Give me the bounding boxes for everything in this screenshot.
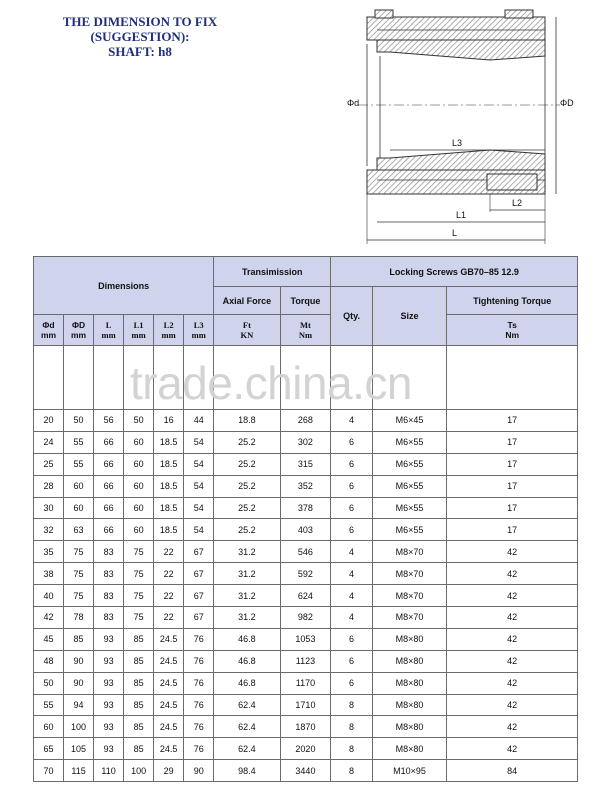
table-cell: 76 xyxy=(184,694,214,716)
table-cell: 6 xyxy=(331,431,372,453)
table-cell: 18.5 xyxy=(154,497,184,519)
table-cell: 1170 xyxy=(280,672,331,694)
table-cell: 22 xyxy=(154,541,184,563)
table-cell: 100 xyxy=(124,760,154,782)
table-cell: 8 xyxy=(331,716,372,738)
table-cell: 94 xyxy=(64,694,94,716)
table-cell: 4 xyxy=(331,607,372,629)
table-cell: 24.5 xyxy=(154,650,184,672)
table-row xyxy=(34,453,578,475)
table-cell: 110 xyxy=(94,760,124,782)
cross-section-drawing xyxy=(340,0,610,250)
table-cell: M6×55 xyxy=(372,519,447,541)
table-cell: 16 xyxy=(154,410,184,432)
table-cell: 352 xyxy=(280,475,331,497)
table-cell: 28 xyxy=(34,475,64,497)
unit-D xyxy=(64,315,94,346)
table-cell: 76 xyxy=(184,628,214,650)
table-cell: 60 xyxy=(124,519,154,541)
table-cell: 25 xyxy=(34,453,64,475)
table-cell: 83 xyxy=(94,563,124,585)
watermark: trade.china.cn xyxy=(130,357,412,409)
title-line-1: THE DIMENSION TO FIX xyxy=(62,14,218,29)
table-cell: 42 xyxy=(34,607,64,629)
table-cell: 20 xyxy=(34,410,64,432)
table-cell: 85 xyxy=(124,628,154,650)
table-cell: 60 xyxy=(124,497,154,519)
table-cell: 85 xyxy=(124,716,154,738)
unit-symbol: Ft xyxy=(242,320,251,330)
table-cell: 90 xyxy=(64,650,94,672)
table-row xyxy=(34,410,578,432)
table-cell: 624 xyxy=(280,585,331,607)
dim-L3 xyxy=(390,138,545,150)
header-locking-screws: Locking Screws GB70–85 12.9 xyxy=(331,257,578,287)
dim-L xyxy=(367,228,545,240)
table-row xyxy=(34,541,578,563)
unit-L1 xyxy=(124,315,154,346)
header-dimensions: Dimensions xyxy=(34,257,214,315)
table-cell: 17 xyxy=(447,497,578,519)
table-cell: 4 xyxy=(331,563,372,585)
outer-sleeve-top xyxy=(367,10,545,40)
unit-symbol: L3 xyxy=(193,320,204,330)
table-cell: 50 xyxy=(34,672,64,694)
table-cell: M6×45 xyxy=(372,410,447,432)
table-cell: 1053 xyxy=(280,628,331,650)
table-cell: 31.2 xyxy=(214,541,280,563)
dimension-table xyxy=(33,256,578,782)
unit-label: Nm xyxy=(505,330,520,340)
table-cell: 4 xyxy=(331,585,372,607)
table-cell: 83 xyxy=(94,585,124,607)
table-cell: 18.5 xyxy=(154,453,184,475)
table-cell: 24.5 xyxy=(154,672,184,694)
table-cell: 42 xyxy=(447,628,578,650)
table-cell: 35 xyxy=(34,541,64,563)
table-cell: M8×80 xyxy=(372,738,447,760)
table-cell: 66 xyxy=(94,519,124,541)
table-cell: 76 xyxy=(184,738,214,760)
table-cell: 105 xyxy=(64,738,94,760)
table-cell: 17 xyxy=(447,431,578,453)
table-cell: 75 xyxy=(124,541,154,563)
table-cell: 6 xyxy=(331,519,372,541)
table-cell: 50 xyxy=(64,410,94,432)
table-row xyxy=(34,650,578,672)
table-cell: 982 xyxy=(280,607,331,629)
table-cell: 85 xyxy=(124,650,154,672)
table-cell: M6×55 xyxy=(372,453,447,475)
unit-label: mm xyxy=(70,330,87,340)
table-cell: 17 xyxy=(447,519,578,541)
table-cell: 42 xyxy=(447,650,578,672)
header-axial-force: Axial Force xyxy=(214,287,280,315)
table-cell: M8×70 xyxy=(372,607,447,629)
table-cell: 8 xyxy=(331,694,372,716)
table-cell: 75 xyxy=(64,541,94,563)
table-cell: 75 xyxy=(64,563,94,585)
unit-label: mm xyxy=(191,330,206,340)
table-cell: 18.5 xyxy=(154,519,184,541)
table-cell: 66 xyxy=(94,431,124,453)
table-cell: 38 xyxy=(34,563,64,585)
table-cell: M6×55 xyxy=(372,475,447,497)
table-cell: 30 xyxy=(34,497,64,519)
table-row xyxy=(34,672,578,694)
table-cell: 55 xyxy=(34,694,64,716)
table-row xyxy=(34,585,578,607)
table-row xyxy=(34,607,578,629)
unit-label: mm xyxy=(131,330,146,340)
unit-symbol: L1 xyxy=(133,320,144,330)
table-cell: 22 xyxy=(154,607,184,629)
unit-symbol: L xyxy=(105,320,112,330)
table-cell: 592 xyxy=(280,563,331,585)
table-cell: 90 xyxy=(184,760,214,782)
table-cell: 17 xyxy=(447,453,578,475)
table-cell: 546 xyxy=(280,541,331,563)
table-cell: 67 xyxy=(184,563,214,585)
table-cell: 8 xyxy=(331,760,372,782)
table-cell: 85 xyxy=(124,738,154,760)
inner-cone-bottom xyxy=(377,150,545,170)
table-cell: 25.2 xyxy=(214,453,280,475)
table-cell: 6 xyxy=(331,628,372,650)
table-cell: 55 xyxy=(64,453,94,475)
table-cell: 22 xyxy=(154,563,184,585)
table-cell: 2020 xyxy=(280,738,331,760)
table-cell: M6×55 xyxy=(372,497,447,519)
table-cell: 31.2 xyxy=(214,585,280,607)
table-cell: 24.5 xyxy=(154,694,184,716)
table-cell: 17 xyxy=(447,410,578,432)
table-cell: 98.4 xyxy=(214,760,280,782)
table-row xyxy=(34,475,578,497)
unit-label: KN xyxy=(240,330,254,340)
table-cell: 60 xyxy=(124,453,154,475)
table-cell: 54 xyxy=(184,453,214,475)
title-line-3: SHAFT: h8 xyxy=(108,44,172,59)
table-cell: 76 xyxy=(184,672,214,694)
table-row xyxy=(34,694,578,716)
table-cell: M6×55 xyxy=(372,431,447,453)
table-row xyxy=(34,628,578,650)
table-cell: 50 xyxy=(124,410,154,432)
dim-label-L3: L3 xyxy=(452,138,463,148)
table-cell: 6 xyxy=(331,475,372,497)
table-cell: 85 xyxy=(124,694,154,716)
table-cell: M8×80 xyxy=(372,650,447,672)
table-row xyxy=(34,431,578,453)
table-cell: 93 xyxy=(94,672,124,694)
table-cell: 8 xyxy=(331,738,372,760)
table-cell: 25.2 xyxy=(214,475,280,497)
table-cell: 1710 xyxy=(280,694,331,716)
table-cell: 60 xyxy=(124,475,154,497)
table-cell: 6 xyxy=(331,453,372,475)
table-cell: 75 xyxy=(64,585,94,607)
table-cell: 62.4 xyxy=(214,716,280,738)
outer-sleeve-bottom xyxy=(367,170,545,194)
dim-L2 xyxy=(490,194,545,212)
table-cell: 83 xyxy=(94,607,124,629)
table-row xyxy=(34,738,578,760)
table-cell: 46.8 xyxy=(214,628,280,650)
table-cell: 60 xyxy=(124,431,154,453)
inner-cone-top xyxy=(377,40,545,60)
table-cell: 42 xyxy=(447,738,578,760)
table-cell: 4 xyxy=(331,541,372,563)
table-cell: 66 xyxy=(94,453,124,475)
table-cell: 3440 xyxy=(280,760,331,782)
table-cell: 54 xyxy=(184,431,214,453)
table-cell: 25.2 xyxy=(214,519,280,541)
table-cell: 6 xyxy=(331,672,372,694)
table-cell: 32 xyxy=(34,519,64,541)
table-cell: 42 xyxy=(447,672,578,694)
unit-Mt xyxy=(280,315,331,346)
table-cell: 67 xyxy=(184,585,214,607)
table-cell: 42 xyxy=(447,694,578,716)
table-cell: 60 xyxy=(64,475,94,497)
table-cell: 60 xyxy=(34,716,64,738)
dim-label-L: L xyxy=(452,228,458,238)
table-cell: 22 xyxy=(154,585,184,607)
table-cell: 115 xyxy=(64,760,94,782)
table-cell: 18.8 xyxy=(214,410,280,432)
table-cell: 48 xyxy=(34,650,64,672)
table-cell: 31.2 xyxy=(214,607,280,629)
table-cell: 24 xyxy=(34,431,64,453)
table-row xyxy=(34,519,578,541)
table-cell: 40 xyxy=(34,585,64,607)
table-cell: 42 xyxy=(447,541,578,563)
unit-L xyxy=(94,315,124,346)
table-cell: 54 xyxy=(184,519,214,541)
table-cell: 6 xyxy=(331,497,372,519)
header-qty: Qty. xyxy=(331,287,372,346)
table-cell: M10×95 xyxy=(372,760,447,782)
table-cell: 46.8 xyxy=(214,672,280,694)
table-cell: 1870 xyxy=(280,716,331,738)
unit-L3 xyxy=(184,315,214,346)
table-cell: 18.5 xyxy=(154,431,184,453)
table-cell: 93 xyxy=(94,628,124,650)
table-cell: 268 xyxy=(280,410,331,432)
table-cell: 42 xyxy=(447,585,578,607)
unit-L2 xyxy=(154,315,184,346)
dim-label-d: Φd xyxy=(347,98,360,108)
table-cell: 84 xyxy=(447,760,578,782)
table-cell: 100 xyxy=(64,716,94,738)
table-cell: M8×80 xyxy=(372,672,447,694)
table-cell: 378 xyxy=(280,497,331,519)
table-cell: 78 xyxy=(64,607,94,629)
table-cell: 315 xyxy=(280,453,331,475)
table-cell: 24.5 xyxy=(154,738,184,760)
dim-label-D: ΦD xyxy=(560,98,574,108)
unit-symbol: ΦD xyxy=(71,320,86,330)
table-cell: 17 xyxy=(447,475,578,497)
table-cell: 45 xyxy=(34,628,64,650)
header-torque: Torque xyxy=(280,287,331,315)
unit-label: mm xyxy=(101,330,116,340)
table-cell: 90 xyxy=(64,672,94,694)
dim-label-L2: L2 xyxy=(512,198,523,208)
table-cell: M8×70 xyxy=(372,585,447,607)
table-cell: 83 xyxy=(94,541,124,563)
table-cell: 93 xyxy=(94,716,124,738)
table-cell: 66 xyxy=(94,475,124,497)
unit-Ft xyxy=(214,315,280,346)
table-cell: 55 xyxy=(64,431,94,453)
table-cell: 24.5 xyxy=(154,716,184,738)
table-cell: 4 xyxy=(331,410,372,432)
table-cell: 70 xyxy=(34,760,64,782)
header-size: Size xyxy=(372,287,447,346)
table-cell: M8×70 xyxy=(372,563,447,585)
unit-Ts xyxy=(447,315,578,346)
table-cell: M8×80 xyxy=(372,716,447,738)
unit-symbol: Ts xyxy=(507,320,517,330)
table-cell: 65 xyxy=(34,738,64,760)
unit-symbol: Φd xyxy=(42,320,55,330)
table-cell: 93 xyxy=(94,650,124,672)
dim-D xyxy=(556,17,574,194)
table-cell: 93 xyxy=(94,738,124,760)
table-cell: 76 xyxy=(184,650,214,672)
table-cell: 46.8 xyxy=(214,650,280,672)
dim-label-L1: L1 xyxy=(456,210,467,220)
table-cell: 75 xyxy=(124,585,154,607)
table-row xyxy=(34,760,578,782)
unit-label: Nm xyxy=(298,330,313,340)
table-cell: 75 xyxy=(124,607,154,629)
unit-symbol: L2 xyxy=(163,320,174,330)
table-cell: 18.5 xyxy=(154,475,184,497)
table-cell: 42 xyxy=(447,563,578,585)
table-cell: 56 xyxy=(94,410,124,432)
table-cell: 75 xyxy=(124,563,154,585)
table-cell: 25.2 xyxy=(214,431,280,453)
unit-label: mm xyxy=(40,330,57,340)
table-cell: 62.4 xyxy=(214,738,280,760)
table-cell: 29 xyxy=(154,760,184,782)
table-cell: 67 xyxy=(184,607,214,629)
unit-symbol: Mt xyxy=(300,320,311,330)
table-cell: 63 xyxy=(64,519,94,541)
table-cell: 54 xyxy=(184,497,214,519)
title-line-2: (SUGGESTION): xyxy=(90,29,190,44)
title-block xyxy=(30,14,250,59)
table-cell: 67 xyxy=(184,541,214,563)
table-cell: 85 xyxy=(124,672,154,694)
table-cell: 93 xyxy=(94,694,124,716)
table-cell: 302 xyxy=(280,431,331,453)
table-cell: 44 xyxy=(184,410,214,432)
table-cell: 66 xyxy=(94,497,124,519)
table-cell: 31.2 xyxy=(214,563,280,585)
table-cell: 85 xyxy=(64,628,94,650)
table-cell: 24.5 xyxy=(154,628,184,650)
table-cell: 76 xyxy=(184,716,214,738)
table-row xyxy=(34,716,578,738)
unit-label: mm xyxy=(161,330,176,340)
table-cell: 60 xyxy=(64,497,94,519)
table-row xyxy=(34,563,578,585)
table-body xyxy=(34,346,578,782)
header-transmission: Transimission xyxy=(214,257,331,287)
table-cell: 54 xyxy=(184,475,214,497)
table-cell: 42 xyxy=(447,716,578,738)
table-cell: M8×70 xyxy=(372,541,447,563)
table-cell: 1123 xyxy=(280,650,331,672)
table-cell: 62.4 xyxy=(214,694,280,716)
table-cell: 42 xyxy=(447,607,578,629)
header-tightening-torque: Tightening Torque xyxy=(447,287,578,315)
unit-d xyxy=(34,315,64,346)
table-cell: M8×80 xyxy=(372,628,447,650)
table-cell: M8×80 xyxy=(372,694,447,716)
table-row xyxy=(34,497,578,519)
table-cell: 6 xyxy=(331,650,372,672)
table-cell: 403 xyxy=(280,519,331,541)
table-cell: 25.2 xyxy=(214,497,280,519)
